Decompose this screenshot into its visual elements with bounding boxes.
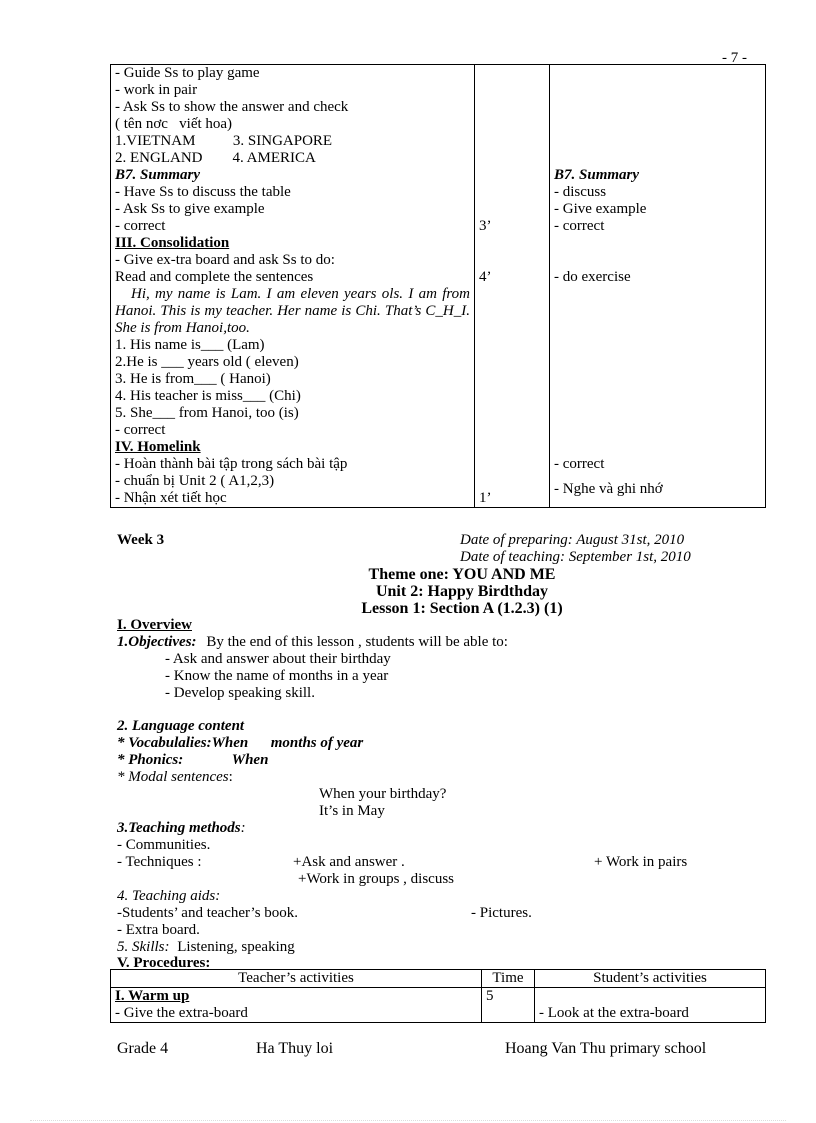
technique-item: +Ask and answer . — [293, 854, 405, 870]
text-line: - Ask Ss to give example — [115, 201, 265, 217]
section-heading: III. Consolidation — [115, 235, 230, 251]
week-label: Week 3 — [117, 532, 165, 548]
teacher-activities-cell — [111, 65, 475, 508]
time-value: 3’ — [479, 218, 492, 234]
text-line: - chuẩn bị Unit 2 ( A1,2,3) — [115, 473, 275, 489]
aids-item: - Pictures. — [471, 905, 532, 921]
procedures-table — [110, 969, 766, 1023]
aids-heading: 4. Teaching aids: — [117, 888, 221, 904]
section-heading: IV. Homelink — [115, 439, 201, 455]
objective-item: - Develop speaking skill. — [165, 685, 315, 701]
modal-sentence: It’s in May — [319, 803, 385, 819]
methods-label: 3.Teaching methods — [117, 820, 241, 836]
page-bottom-divider — [30, 1120, 786, 1121]
reading-passage: Hi, my name is Lam. I am eleven years ols. I am from Hanoi. This is my teacher. Her name is Chi. That’s C_H_I. She is from Hanoi,too. — [115, 286, 470, 336]
technique-item: + Work in pairs — [594, 854, 688, 870]
modal-row: * Modal sentences: — [117, 769, 233, 785]
footer-teacher: Ha Thuy loi — [256, 1040, 334, 1057]
student-activities-cell — [550, 65, 766, 508]
unit-title: Unit 2: Happy Birdthday — [375, 583, 549, 600]
vocabulary-line: * Vocabulalies:When months of year — [117, 735, 364, 751]
time-cell: 5 — [482, 988, 535, 1023]
page-number: - 7 - — [722, 50, 747, 66]
text-line: - correct — [115, 218, 166, 234]
objectives-row — [117, 634, 508, 651]
skills-row — [117, 939, 295, 956]
lesson-table-top — [110, 64, 766, 508]
header-time: Time — [482, 970, 535, 988]
skills-label: 5. Skills: — [117, 939, 170, 955]
footer-grade: Grade 4 — [117, 1040, 169, 1057]
header-student: Student’s activities — [535, 970, 766, 988]
modal-sentence: When your birthday? — [319, 786, 447, 802]
text-line: - Hoàn thành bài tập trong sách bài tập — [115, 456, 348, 472]
text-line: - discuss — [554, 184, 607, 200]
date-preparing: Date of preparing: August 31st, 2010 — [460, 532, 685, 548]
aids-item: -Students’ and teacher’s book. — [117, 905, 299, 921]
text-line: - Ask Ss to show the answer and check — [115, 99, 349, 115]
text-line: ( tên nơc viết hoa) — [115, 116, 233, 132]
phonics-line: * Phonics: When — [117, 752, 269, 768]
technique-item: +Work in groups , discuss — [298, 871, 454, 887]
objectives-label: 1.Objectives: — [117, 634, 197, 650]
text-line: - correct — [115, 422, 166, 438]
text-line: - correct — [554, 456, 605, 472]
communities-line: - Communities. — [117, 837, 211, 853]
section-heading: I. Warm up — [115, 988, 190, 1004]
text-line: - Nghe và ghi nhớ — [554, 481, 663, 497]
text-line: 5. She___ from Hanoi, too (is) — [115, 405, 299, 421]
text-line: - Look at the extra-board — [539, 1005, 689, 1021]
text-line: 3. He is from___ ( Hanoi) — [115, 371, 271, 387]
time-cell — [475, 65, 550, 508]
objective-item: - Know the name of months in a year — [165, 668, 389, 684]
header-teacher: Teacher’s activities — [111, 970, 482, 988]
text-line: Read and complete the sentences — [115, 269, 314, 285]
time-value: 4’ — [479, 269, 492, 285]
aids-item: - Extra board. — [117, 922, 200, 938]
objectives-text: By the end of this lesson , students will be able to: — [206, 634, 508, 650]
modal-label: * Modal sentences — [117, 769, 229, 785]
text-line: 2. ENGLAND 4. AMERICA — [115, 150, 316, 166]
section-heading: B7. Summary — [115, 167, 201, 183]
procedures-heading: V. Procedures: — [117, 955, 211, 971]
text-line: - work in pair — [115, 82, 198, 98]
skills-text: Listening, speaking — [177, 939, 295, 955]
time-value: 1’ — [479, 490, 492, 506]
text-line: - Give ex-tra board and ask Ss to do: — [115, 252, 335, 268]
teacher-activities-cell — [111, 988, 482, 1023]
theme-title: Theme one: YOU AND ME — [368, 566, 556, 583]
date-teaching: Date of teaching: September 1st, 2010 — [460, 549, 691, 565]
text-line: - do exercise — [554, 269, 631, 285]
text-line: - Have Ss to discuss the table — [115, 184, 291, 200]
lesson-title: Lesson 1: Section A (1.2.3) (1) — [361, 600, 563, 617]
text-line: - Guide Ss to play game — [115, 65, 260, 81]
methods-row: 3.Teaching methods: — [117, 820, 246, 836]
objective-item: - Ask and answer about their birthday — [165, 651, 391, 667]
section-heading: B7. Summary — [554, 167, 640, 183]
text-line: 4. His teacher is miss___ (Chi) — [115, 388, 301, 404]
student-activities-cell — [535, 988, 766, 1023]
text-line: 1.VIETNAM 3. SINGAPORE — [115, 133, 333, 149]
text-line: - Nhận xét tiết học — [115, 490, 227, 506]
text-line: - Give the extra-board — [115, 1005, 248, 1021]
techniques-label: - Techniques : — [117, 854, 202, 870]
overview-heading: I. Overview — [117, 617, 192, 633]
text-line: 2.He is ___ years old ( eleven) — [115, 354, 299, 370]
text-line: 1. His name is___ (Lam) — [115, 337, 265, 353]
footer-school: Hoang Van Thu primary school — [505, 1040, 707, 1057]
text-line: - Give example — [554, 201, 647, 217]
language-content-heading: 2. Language content — [117, 718, 245, 734]
text-line: - correct — [554, 218, 605, 234]
